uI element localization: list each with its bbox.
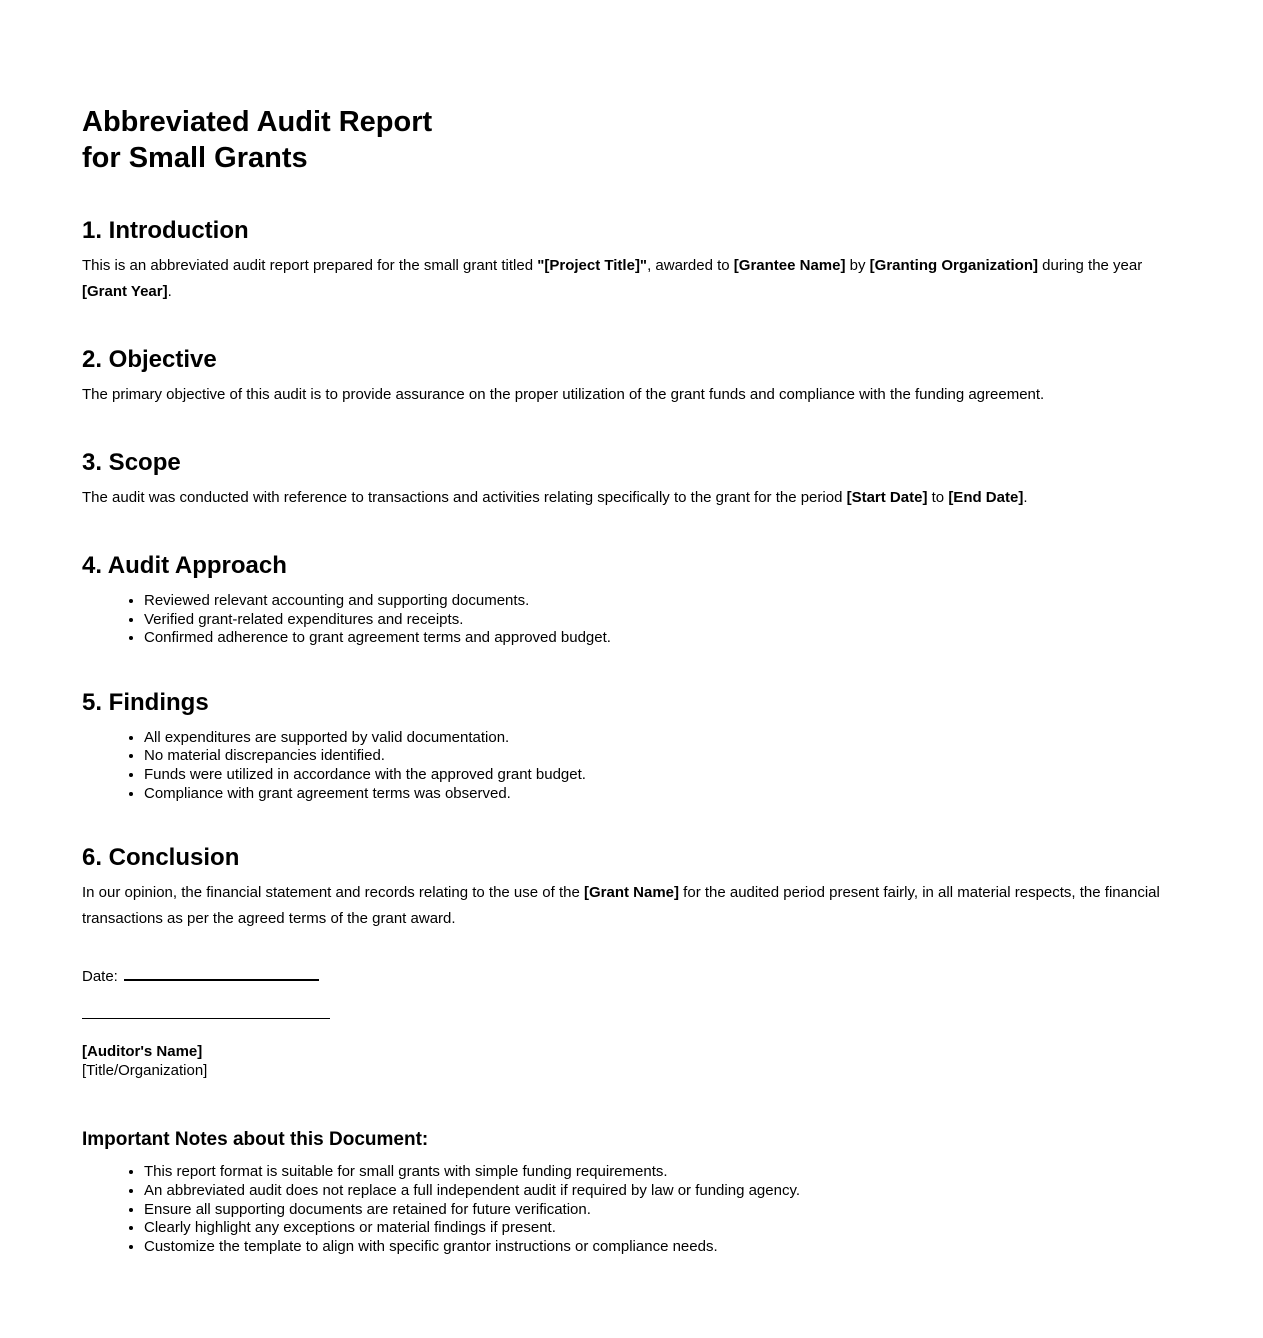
list-item: • All expenditures are supported by valid documentation. — [144, 729, 1178, 748]
list-item: • An abbreviated audit does not replace a full independent audit if required by law or funding agency. — [144, 1182, 1178, 1201]
auditor-name: [Auditor's Name] — [82, 1043, 203, 1061]
audit-approach-list — [82, 592, 1178, 648]
section-audit-approach — [82, 551, 1178, 648]
list-item: • Clearly highlight any exceptions or material findings if present. — [144, 1219, 1178, 1238]
list-item: • Confirmed adherence to grant agreement terms and approved budget. — [144, 629, 1178, 648]
list-item: • Verified grant-related expenditures and receipts. — [144, 611, 1178, 630]
list-item: • Ensure all supporting documents are retained for future verification. — [144, 1201, 1178, 1220]
section-paragraph-scope: The audit was conducted with reference to transactions and activities relating specifically to the grant for the period [Start Date] to [End Date]. — [82, 489, 1028, 506]
list-item: • Customize the template to align with specific grantor instructions or compliance needs. — [144, 1238, 1178, 1257]
section-heading-introduction: 1. Introduction — [82, 217, 249, 244]
list-item: • This report format is suitable for small grants with simple funding requirements. — [144, 1163, 1178, 1182]
signature-block — [82, 964, 1178, 1080]
list-item: • Funds were utilized in accordance with the approved grant budget. — [144, 766, 1178, 785]
section-heading-scope: 3. Scope — [82, 449, 181, 476]
section-paragraph-objective: The primary objective of this audit is to provide assurance on the proper utilization of the grant funds and compliance with the funding agreement. — [82, 386, 1045, 403]
notes-list — [82, 1163, 1178, 1256]
section-heading-findings: 5. Findings — [82, 688, 209, 716]
notes-section — [82, 1128, 1178, 1256]
document-title-line1: Abbreviated Audit Report — [82, 106, 433, 138]
section-heading-conclusion: 6. Conclusion — [82, 844, 240, 872]
section-heading-audit-approach: 4. Audit Approach — [82, 552, 287, 579]
date-row — [82, 964, 1178, 990]
notes-heading: Important Notes about this Document: — [82, 1129, 429, 1151]
section-heading-objective: 2. Objective — [82, 346, 217, 373]
date-blank-line — [124, 966, 319, 981]
signature-line — [82, 1018, 330, 1019]
section-introduction — [82, 216, 1178, 305]
findings-list — [82, 729, 1178, 803]
section-findings — [82, 688, 1178, 803]
list-item: • No material discrepancies identified. — [144, 747, 1178, 766]
section-conclusion — [82, 843, 1178, 932]
section-paragraph-introduction: This is an abbreviated audit report prepared for the small grant titled "[Project Title]", awarded to [Grantee Name] by [Granting Organization] during the year [Grant Year]. — [82, 257, 1143, 300]
list-item: • Compliance with grant agreement terms was observed. — [144, 785, 1178, 804]
list-item: • Reviewed relevant accounting and supporting documents. — [144, 592, 1178, 611]
auditor-title: [Title/Organization] — [82, 1061, 208, 1079]
section-objective — [82, 345, 1178, 408]
date-label: Date: — [82, 968, 118, 986]
section-paragraph-conclusion: In our opinion, the financial statement and records relating to the use of the [Grant Name] for the audited period present fairly, in all material respects, the financial transactions as per the agreed terms of the grant award. — [82, 884, 1160, 928]
document-title — [82, 104, 1178, 176]
section-scope — [82, 448, 1178, 511]
document-title-line2: for Small Grants — [82, 142, 308, 174]
